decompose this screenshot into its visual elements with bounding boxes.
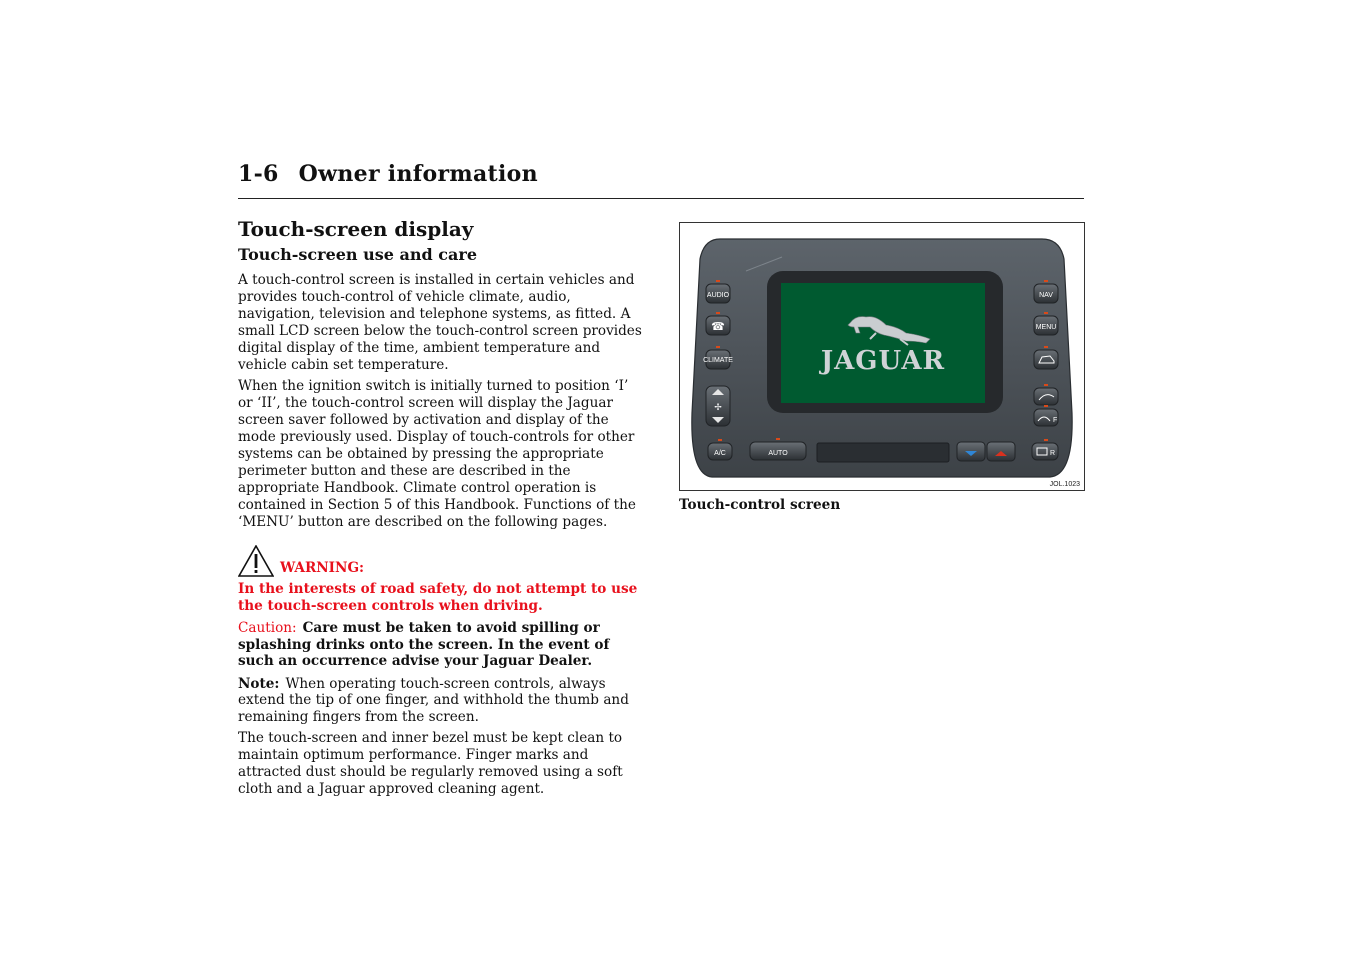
note-block — [238, 676, 642, 726]
warning-label: WARNING: — [280, 560, 365, 576]
rear-defrost-label: R — [1050, 450, 1056, 457]
phone-icon: ☎ — [711, 320, 725, 333]
figure-caption: Touch-control screen — [679, 497, 841, 513]
audio-button-label: AUDIO — [706, 292, 730, 299]
paragraph-intro: A touch-control screen is installed in certain vehicles and provides touch-control of vehicle climate, audio, navigation, television and telephone systems, as fitted. A small LCD screen below the touch-control screen provides digital display of the time, ambient temperature and vehicle cabin set temperature. — [238, 272, 642, 373]
page-heading — [238, 160, 1084, 188]
note-label: Note: — [238, 675, 280, 692]
caution-label: Caution: — [238, 620, 297, 636]
warning-text: In the interests of road safety, do not attempt to use the touch-screen controls when driving. — [238, 581, 638, 614]
note-text: When operating touch-screen controls, always extend the tip of one finger, and withhold the thumb and remaining fingers from the screen. — [238, 675, 629, 726]
section-title: Touch-screen display — [238, 217, 474, 241]
page-number: 1-6 — [238, 161, 279, 187]
figure-reference: JOL.1023 — [1049, 481, 1080, 488]
touch-screen-illustration — [680, 223, 1084, 490]
caution-block — [238, 620, 642, 670]
front-defrost-label: F — [1053, 417, 1058, 424]
lcd-info-display — [817, 443, 949, 462]
lcd-screen[interactable] — [781, 283, 985, 403]
left-column — [238, 214, 642, 802]
ac-button-label: A/C — [714, 450, 726, 457]
temp-down-button[interactable] — [957, 442, 985, 461]
subsection-title: Touch-screen use and care — [238, 245, 477, 264]
chapter-title: Owner information — [298, 161, 538, 187]
temp-up-button[interactable] — [987, 442, 1015, 461]
page-header — [238, 160, 1084, 199]
paragraph-ignition: When the ignition switch is initially turned to position ‘I’ or ‘II’, the touch-control screen will display the Jaguar screen saver followed by activation and display of the mode previously used. Display of touch-controls for other systems can be obtained by pressing the appropriate perimeter button and these are described in the appropriate Handbook. Climate control operation is contained in Section 5 of this Handbook. Functions of the ‘MENU’ button are described on the following pages. — [238, 378, 636, 530]
warning-triangle-icon — [238, 545, 274, 577]
caution-text: Care must be taken to avoid spilling or splashing drinks onto the screen. In the event of such an occurrence advise your Jaguar Dealer. — [238, 620, 610, 669]
touch-screen-figure — [679, 222, 1085, 491]
fan-icon: ✢ — [714, 403, 722, 413]
climate-button-label: CLIMATE — [703, 357, 733, 364]
warning-heading — [238, 545, 642, 577]
nav-button-label: NAV — [1039, 292, 1053, 299]
fan-speed-control[interactable] — [706, 386, 730, 426]
auto-button-label: AUTO — [768, 450, 788, 457]
screen-logo: JAGUAR — [820, 346, 946, 376]
paragraph-cleaning: The touch-screen and inner bezel must be kept clean to maintain optimum performance. Finger marks and attracted dust should be regularly removed using a soft cloth and a Jaguar approved cleaning agent. — [238, 729, 623, 797]
menu-button-label: MENU — [1035, 324, 1057, 331]
